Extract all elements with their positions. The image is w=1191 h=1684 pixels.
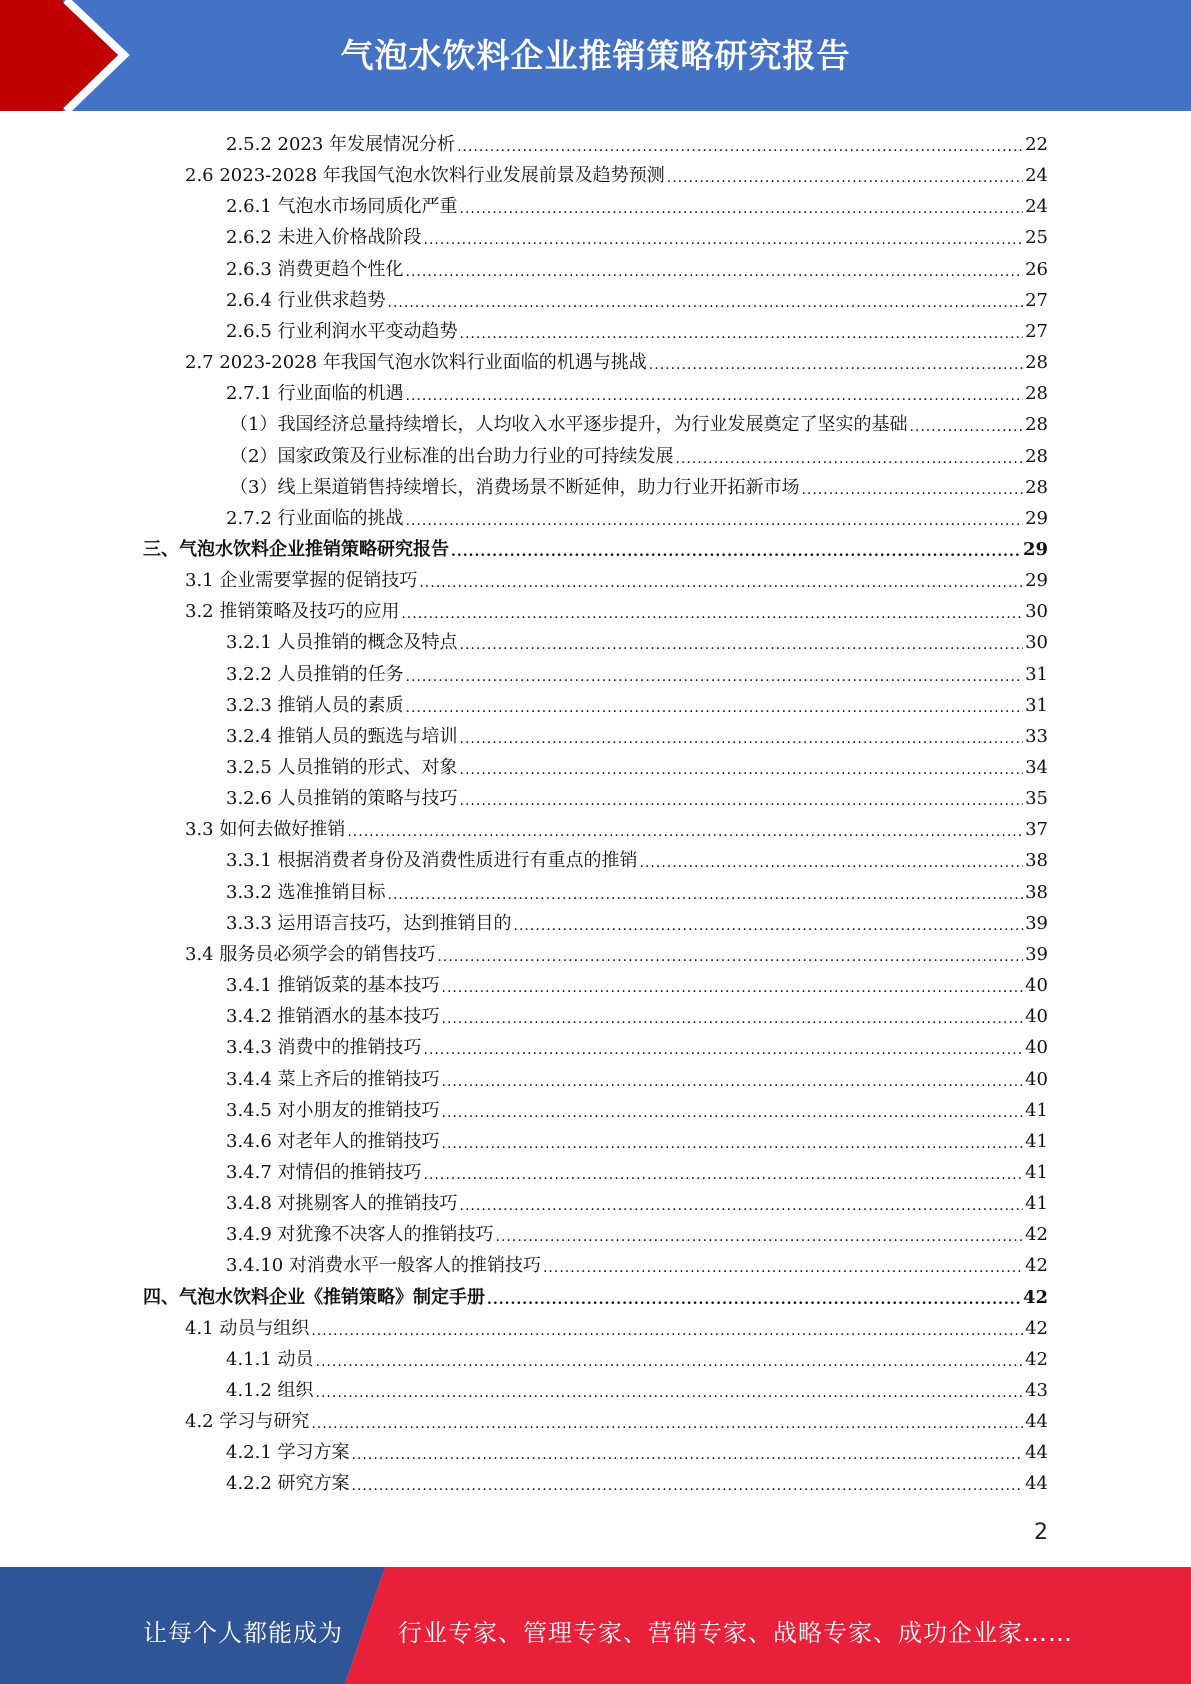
toc-entry[interactable] [226, 282, 1048, 313]
toc-entry-title: 3.2.6 人员推销的策略与技巧 [226, 788, 458, 810]
toc-entry[interactable] [226, 967, 1048, 998]
toc-entry-page: 39 [1025, 912, 1048, 934]
toc-entry[interactable] [185, 936, 1048, 967]
toc-entry-page: 33 [1025, 725, 1048, 747]
toc-entry-title: 2.6 2023-2028 年我国气泡水饮料行业发展前景及趋势预测 [185, 165, 665, 187]
toc-entry-page: 42 [1025, 1224, 1048, 1246]
toc-dot-leader [496, 1227, 1024, 1247]
footer-slogan-right: 行业专家、管理专家、营销专家、战略专家、成功企业家…… [398, 1619, 1073, 1647]
toc-entry-page: 24 [1025, 165, 1048, 187]
toc-entry[interactable] [185, 562, 1048, 593]
toc-entry-title: 4.1 动员与组织 [185, 1317, 310, 1339]
toc-entry-page: 38 [1025, 881, 1048, 903]
toc-entry[interactable] [226, 1154, 1048, 1185]
toc-entry-page: 34 [1025, 757, 1048, 778]
toc-dot-leader [424, 230, 1024, 250]
toc-entry-page: 25 [1025, 227, 1048, 249]
toc-entry-page: 41 [1025, 1193, 1048, 1215]
toc-dot-leader [442, 1072, 1024, 1092]
toc-entry-title: 4.2.2 研究方案 [226, 1473, 350, 1495]
toc-entry-page: 44 [1025, 1411, 1048, 1433]
toc-dot-leader [801, 480, 1023, 500]
toc-entry-title: 2.6.2 未进入价格战阶段 [226, 227, 422, 249]
toc-entry-page: 41 [1025, 1161, 1048, 1183]
toc-dot-leader [388, 293, 1024, 313]
toc-entry[interactable] [226, 1061, 1048, 1092]
toc-dot-leader [514, 916, 1024, 936]
toc-entry-title: 2.6.3 消费更趋个性化 [226, 258, 404, 280]
toc-entry-title: 四、气泡水饮料企业《推销策略》制定手册 [143, 1286, 485, 1308]
toc-entry[interactable] [185, 157, 1048, 188]
toc-dot-leader [909, 417, 1023, 437]
toc-entry[interactable] [185, 1403, 1048, 1434]
toc-entry[interactable] [226, 126, 1048, 157]
toc-entry[interactable] [185, 593, 1048, 624]
toc-entry[interactable] [226, 251, 1048, 282]
toc-entry[interactable] [226, 874, 1048, 905]
toc-entry-title: 4.1.1 动员 [226, 1348, 314, 1370]
toc-entry-page: 41 [1025, 1099, 1048, 1121]
header-title: 气泡水饮料企业推销策略研究报告 [340, 36, 851, 75]
toc-entry-title: 2.7.1 行业面临的机遇 [226, 383, 404, 405]
toc-entry[interactable] [185, 1310, 1048, 1341]
toc-entry-title: 3.1 企业需要掌握的促销技巧 [185, 570, 418, 592]
toc-entry-title: 3.2.5 人员推销的形式、对象 [226, 757, 458, 778]
page-header [0, 0, 1191, 111]
toc-entry[interactable] [226, 500, 1048, 531]
toc-dot-leader [442, 1134, 1024, 1154]
toc-dot-leader [442, 978, 1024, 998]
page-number: 2 [1034, 1520, 1048, 1545]
toc-entry-page: 27 [1025, 289, 1048, 311]
toc-entry-page: 43 [1025, 1380, 1048, 1401]
toc-dot-leader [457, 137, 1023, 157]
toc-dot-leader [406, 698, 1024, 718]
toc-entry-title: 3.4.9 对犹豫不决客人的推销技巧 [226, 1224, 494, 1246]
toc-entry-page: 42 [1022, 1286, 1048, 1308]
footer-slogan-left: 让每个人都能成为 [143, 1619, 343, 1647]
toc-entry[interactable] [226, 1123, 1048, 1154]
toc-entry[interactable] [226, 1341, 1048, 1372]
toc-entry-title: 2.7 2023-2028 年我国气泡水饮料行业面临的机遇与挑战 [185, 352, 647, 374]
toc-dot-leader [667, 168, 1023, 188]
toc-entry-title: 2.6.4 行业供求趋势 [226, 289, 386, 311]
toc-entry[interactable] [230, 406, 1048, 437]
toc-entry[interactable] [226, 656, 1048, 687]
toc-entry[interactable] [226, 219, 1048, 250]
toc-entry-title: 3.2.2 人员推销的任务 [226, 663, 404, 685]
toc-entry-title: 3.4 服务员必须学会的销售技巧 [185, 943, 436, 965]
toc-dot-leader [406, 262, 1024, 282]
toc-entry-title: 3.3.1 根据消费者身份及消费性质进行有重点的推销 [226, 850, 638, 872]
toc-entry-title: 3.3 如何去做好推销 [185, 819, 346, 841]
toc-entry-title: 3.4.8 对挑剔客人的推销技巧 [226, 1193, 458, 1215]
toc-entry-title: 3.4.7 对情侣的推销技巧 [226, 1161, 422, 1183]
toc-entry-page: 42 [1025, 1317, 1048, 1339]
toc-entry[interactable] [226, 1029, 1048, 1060]
toc-entry-page: 29 [1025, 570, 1048, 592]
toc-entry[interactable] [226, 624, 1048, 655]
toc-dot-leader [388, 885, 1024, 905]
toc-entry-page: 40 [1025, 1068, 1048, 1090]
toc-dot-leader [406, 667, 1024, 687]
toc-entry[interactable] [226, 1434, 1048, 1465]
toc-dot-leader [640, 853, 1024, 873]
toc-entry-page: 30 [1025, 601, 1048, 623]
toc-entry-page: 31 [1025, 694, 1048, 716]
toc-dot-leader [347, 822, 1023, 842]
toc-dot-leader [451, 542, 1021, 562]
toc-entry-page: 42 [1025, 1255, 1048, 1277]
toc-dot-leader [316, 1352, 1024, 1372]
toc-entry-title: 3.4.6 对老年人的推销技巧 [226, 1130, 440, 1152]
toc-entry-title: 4.1.2 组织 [226, 1380, 314, 1401]
page-footer [0, 1567, 1191, 1684]
toc-entry-title: （1）我国经济总量持续增长，人均收入水平逐步提升，为行业发展奠定了坚实的基础 [230, 414, 908, 436]
toc-entry[interactable] [226, 1092, 1048, 1123]
toc-dot-leader [487, 1290, 1021, 1310]
toc-dot-leader [460, 760, 1024, 780]
toc-entry-title: 2.5.2 2023 年发展情况分析 [226, 134, 456, 155]
toc-entry[interactable] [226, 998, 1048, 1029]
toc-dot-leader [460, 729, 1024, 749]
toc-dot-leader [406, 386, 1024, 406]
toc-entry[interactable] [230, 438, 1048, 469]
toc-dot-leader [543, 1258, 1023, 1278]
toc-entry-page: 42 [1025, 1348, 1048, 1370]
toc-dot-leader [460, 791, 1024, 811]
toc-entry-page: 22 [1025, 134, 1048, 155]
toc-entry-title: 4.2.1 学习方案 [226, 1442, 350, 1464]
toc-entry-title: 3.4.3 消费中的推销技巧 [226, 1037, 422, 1059]
toc-dot-leader [311, 1321, 1023, 1341]
toc-entry[interactable] [226, 687, 1048, 718]
toc-dot-leader [352, 1476, 1024, 1496]
toc-entry-title: 3.4.2 推销酒水的基本技巧 [226, 1006, 440, 1028]
toc-entry-title: 3.2.4 推销人员的甄选与培训 [226, 725, 458, 747]
toc-entry-title: 2.6.1 气泡水市场同质化严重 [226, 196, 458, 218]
toc-dot-leader [460, 1196, 1024, 1216]
toc-entry[interactable] [143, 1279, 1048, 1310]
toc-entry[interactable] [226, 375, 1048, 406]
toc-entry-title: 三、气泡水饮料企业推销策略研究报告 [143, 538, 449, 560]
toc-entry-page: 41 [1025, 1130, 1048, 1152]
toc-entry-page: 27 [1025, 320, 1048, 342]
toc-dot-leader [460, 199, 1024, 219]
toc-entry[interactable] [226, 842, 1048, 873]
toc-entry-title: 3.3.3 运用语言技巧，达到推销目的 [226, 912, 512, 934]
toc-entry-title: （3）线上渠道销售持续增长，消费场景不断延伸，助力行业开拓新市场 [230, 476, 800, 498]
toc-entry-title: （2）国家政策及行业标准的出台助力行业的可持续发展 [230, 445, 674, 467]
toc-dot-leader [460, 324, 1024, 344]
toc-entry-page: 40 [1025, 975, 1048, 997]
toc-entry-page: 28 [1025, 352, 1048, 374]
toc-entry-page: 30 [1025, 632, 1048, 654]
toc-dot-leader [437, 947, 1023, 967]
toc-dot-leader [401, 604, 1023, 624]
toc-entry-page: 26 [1025, 258, 1048, 280]
toc-entry-page: 35 [1025, 788, 1048, 810]
toc-entry-page: 31 [1025, 663, 1048, 685]
toc-entry-page: 28 [1025, 414, 1048, 436]
toc-dot-leader [352, 1445, 1024, 1465]
toc-entry[interactable] [226, 1465, 1048, 1496]
toc-dot-leader [424, 1165, 1024, 1185]
toc-entry-page: 37 [1025, 819, 1048, 841]
toc-entry[interactable] [226, 1185, 1048, 1216]
toc-entry-title: 3.2 推销策略及技巧的应用 [185, 601, 400, 623]
toc-dot-leader [311, 1414, 1023, 1434]
toc-entry-page: 24 [1025, 196, 1048, 218]
toc-entry-page: 40 [1025, 1006, 1048, 1028]
toc-dot-leader [316, 1383, 1024, 1403]
toc-dot-leader [424, 1040, 1024, 1060]
toc-entry-page: 29 [1022, 538, 1048, 560]
toc-entry-title: 3.4.5 对小朋友的推销技巧 [226, 1099, 440, 1121]
toc-entry[interactable] [226, 905, 1048, 936]
toc-entry-title: 3.3.2 选准推销目标 [226, 881, 386, 903]
toc-entry[interactable] [226, 1372, 1048, 1403]
toc-entry-page: 44 [1025, 1473, 1048, 1495]
toc-entry[interactable] [226, 1216, 1048, 1247]
toc-entry-title: 3.2.3 推销人员的素质 [226, 694, 404, 716]
toc-entry-title: 3.4.4 菜上齐后的推销技巧 [226, 1068, 440, 1090]
toc-entry-page: 40 [1025, 1037, 1048, 1059]
toc-entry-page: 38 [1025, 850, 1048, 872]
toc-entry[interactable] [226, 188, 1048, 219]
toc-dot-leader [675, 449, 1023, 469]
toc-entry-page: 28 [1025, 445, 1048, 467]
toc-dot-leader [419, 573, 1023, 593]
toc-entry-page: 29 [1025, 507, 1048, 529]
toc-entry-title: 2.6.5 行业利润水平变动趋势 [226, 320, 458, 342]
toc-entry-page: 28 [1025, 476, 1048, 498]
toc-dot-leader [442, 1009, 1024, 1029]
toc-entry[interactable] [185, 811, 1048, 842]
toc-entry[interactable] [226, 749, 1048, 780]
toc-entry-title: 3.4.10 对消费水平一般客人的推销技巧 [226, 1255, 541, 1277]
toc-entry[interactable] [143, 531, 1048, 562]
toc-entry-title: 4.2 学习与研究 [185, 1411, 310, 1433]
toc-entry-title: 2.7.2 行业面临的挑战 [226, 507, 404, 529]
toc-entry-title: 3.4.1 推销饭菜的基本技巧 [226, 975, 440, 997]
toc-entry-page: 44 [1025, 1442, 1048, 1464]
toc-entry-title: 3.2.1 人员推销的概念及特点 [226, 632, 458, 654]
toc-entry[interactable] [226, 313, 1048, 344]
toc-entry[interactable] [226, 1247, 1048, 1278]
toc-entry[interactable] [230, 469, 1048, 500]
toc-entry-page: 39 [1025, 943, 1048, 965]
toc-entry[interactable] [226, 780, 1048, 811]
toc-dot-leader [649, 355, 1023, 375]
toc-entry[interactable] [185, 344, 1048, 375]
toc-dot-leader [442, 1103, 1024, 1123]
toc-dot-leader [406, 511, 1024, 531]
toc-entry-page: 28 [1025, 383, 1048, 405]
toc-dot-leader [460, 635, 1024, 655]
toc-entry[interactable] [226, 718, 1048, 749]
